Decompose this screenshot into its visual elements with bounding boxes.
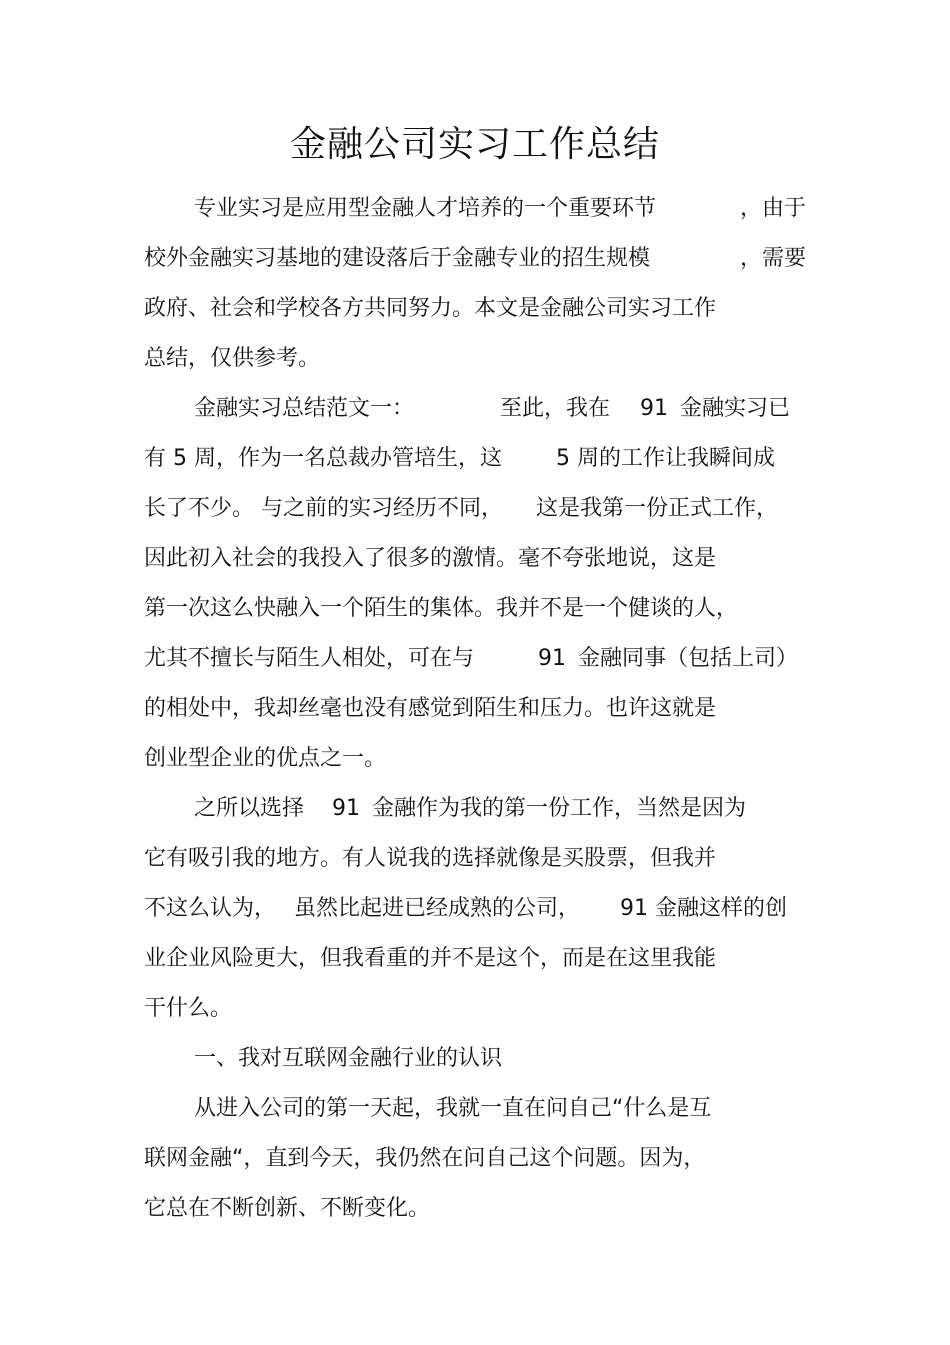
text-line xyxy=(144,984,812,1034)
document-body xyxy=(144,184,812,1234)
text-segment: 不这么认为， xyxy=(144,896,277,921)
text-segment: 第一次这么快融入一个陌生的集体。我并不是一个健谈的人， xyxy=(144,596,739,621)
text-segment: 因此初入社会的我投入了很多的激情。毫不夸张地说，这是 xyxy=(144,546,717,571)
text-segment: 政府、社会和学校各方共同努力。本文是金融公司实习工作 xyxy=(144,296,717,321)
text-segment: 至此，我在 xyxy=(500,396,611,421)
text-segment: 虽然比起进已经成熟的公司， xyxy=(294,896,581,921)
text-line xyxy=(144,684,812,734)
document-title: 金融公司实习工作总结 xyxy=(289,124,660,165)
text-segment: 从进入公司的第一天起，我就一直在问自己“什么是互 xyxy=(194,1096,712,1121)
text-segment: 它总在不断创新、不断变化。 xyxy=(144,1196,431,1221)
text-line xyxy=(144,584,812,634)
text-segment: 5 周的工作让我瞬间成 xyxy=(556,446,775,471)
text-segment: 有 5 周，作为一名总裁办管培生，这 xyxy=(144,446,502,471)
text-line xyxy=(144,1134,812,1184)
text-segment: 联网金融“，直到今天，我仍然在问自己这个问题。因为， xyxy=(144,1146,706,1171)
text-line xyxy=(144,184,812,234)
text-segment: 金融同事（包括上司） xyxy=(578,646,799,671)
text-line xyxy=(144,784,812,834)
text-segment: 91 xyxy=(332,796,360,821)
text-segment: 创业型企业的优点之一。 xyxy=(144,746,387,771)
text-segment: 业企业风险更大，但我看重的并不是这个，而是在这里我能 xyxy=(144,946,717,971)
text-segment: 这是我第一份正式工作， xyxy=(536,496,779,521)
text-line xyxy=(144,284,812,334)
text-line xyxy=(144,634,812,684)
text-segment: 校外金融实习基地的建设落后于金融专业的招生规模 xyxy=(144,246,651,271)
text-line xyxy=(144,1084,812,1134)
text-line xyxy=(144,334,812,384)
text-segment: 一、我对互联网金融行业的认识 xyxy=(194,1046,503,1071)
text-segment: 它有吸引我的地方。有人说我的选择就像是买股票，但我并 xyxy=(144,846,717,871)
text-line xyxy=(144,484,812,534)
text-segment: 之所以选择 xyxy=(194,796,305,821)
text-line xyxy=(144,234,812,284)
text-segment: 的相处中，我却丝毫也没有感觉到陌生和压力。也许这就是 xyxy=(144,696,717,721)
text-line xyxy=(144,1184,812,1234)
text-segment: 91 xyxy=(538,646,566,671)
text-segment: 长了不少。 与之前的实习经历不同， xyxy=(144,496,503,521)
text-segment: ，由于 xyxy=(740,196,807,221)
text-line xyxy=(144,884,812,934)
text-segment: 金融实习总结范文一： xyxy=(194,396,415,421)
text-segment: 尤其不擅长与陌生人相处，可在与 xyxy=(144,646,475,671)
text-segment: 专业实习是应用型金融人才培养的一个重要环节 xyxy=(194,196,657,221)
text-segment: 总结，仅供参考。 xyxy=(144,346,321,371)
text-segment: 金融作为我的第一份工作，当然是因为 xyxy=(372,796,747,821)
text-segment: 金融实习已 xyxy=(680,396,791,421)
section-heading xyxy=(144,1034,812,1084)
text-line xyxy=(144,384,812,434)
text-segment: 干什么。 xyxy=(144,996,233,1021)
text-segment: ，需要 xyxy=(740,246,807,271)
text-segment: 91 金融这样的创 xyxy=(620,896,787,921)
text-line xyxy=(144,434,812,484)
text-line xyxy=(144,834,812,884)
text-line xyxy=(144,534,812,584)
text-line xyxy=(144,734,812,784)
text-segment: 91 xyxy=(640,396,668,421)
text-line xyxy=(144,934,812,984)
